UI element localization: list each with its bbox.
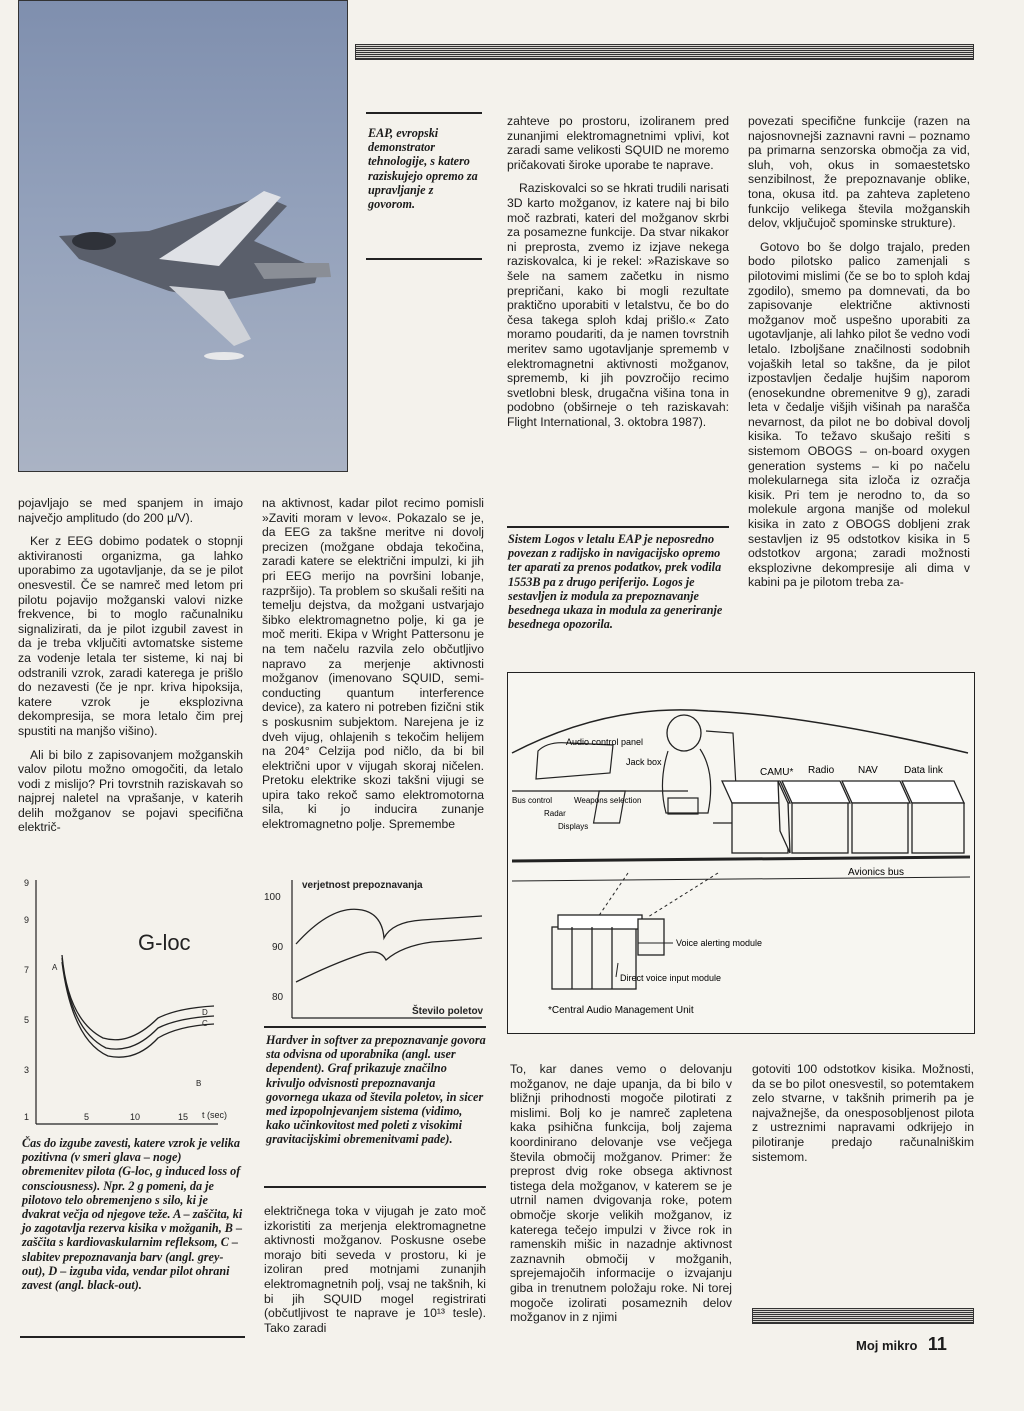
column-3-top: [507, 114, 729, 438]
aircraft-photo: [18, 0, 348, 472]
paragraph: Raziskovalci so se hkrati trudili narisati 3D karto možganov, iz katere naj bi bilo moč razbrati, kateri del možganov skrbi za posamezne funkcije. Da stvar nikakor ni preprosta, zvemo iz izjave nekega raziskovalca, ki je rekel: »Raziskave so šele na samem začetku in nismo prepričani, kako bi mogli rezultate praktično uporabiti v letalstvu, če bo do česa takega sploh kdaj prišlo.« Zato moramo poudariti, da je namen tovrstnih meritev samo ugotavljanje sprememb v elektromagnetni aktivnosti možganov, sprememb, ki jih povzročijo recimo svetlobni blesk, drugačna višina tona in podobno (obširneje o teh raziskavah: Flight International, 3. oktobra 1987).: [507, 181, 729, 429]
y-tick: 9: [24, 915, 30, 925]
x-unit: t (sec): [202, 1110, 228, 1120]
y-tick: 80: [272, 992, 284, 1003]
recog-lower-curve: [296, 938, 482, 982]
recog-caption-rule-bottom: [264, 1186, 486, 1188]
curve-label: C: [202, 1019, 208, 1028]
column-2-bottom: električnega toka v vijugah je zato moč izkoristiti za merjenja elektromagnetne aktivnosti možganov. Poskusne osebe morajo biti seveda v prostoru, ki je izoliran pred motnjami zunanjih elektromagnetnih polj, vsaj ne takšnih, ki bi jih SQUID mogel registrirati (občutljivost te naprave je 10¹³ tesle). Tako zaradi: [264, 1204, 486, 1335]
camu-footnote: *Central Audio Management Unit: [548, 1005, 694, 1016]
audio-control-panel-shape: [536, 743, 613, 779]
pilot-helmet: [667, 715, 701, 751]
gloc-title: G-loc: [138, 930, 191, 955]
nav-label: NAV: [858, 765, 878, 776]
column-2-top: [262, 496, 484, 841]
logos-caption: Sistem Logos v letalu EAP je neposredno povezan z radijsko in navigacijsko opremo ter aparati za prenos podatkov, prek vodila 1553B pa z drugo periferijo. Logos je sestavljen iz modula za prepoznavanje besednega ukaza in modula za generiranje besednega opozorila.: [508, 532, 723, 632]
avionics-bus-label: Avionics bus: [848, 867, 904, 878]
recog-caption-rule-top: [264, 1026, 486, 1028]
y-tick: 3: [24, 1065, 30, 1075]
recognition-chart-svg: [262, 874, 486, 1024]
radar-label: Radar: [544, 809, 566, 818]
y-tick: 90: [272, 942, 284, 953]
jack-box-label: Jack box: [626, 757, 662, 767]
jack-box-shape: [668, 798, 698, 814]
recog-ylabel: [302, 880, 423, 891]
avionics-bus-line: [512, 857, 970, 861]
recognition-chart: [262, 874, 486, 1024]
column-1-top: [18, 496, 243, 844]
voice-input-label: Direct voice input module: [620, 973, 722, 983]
gloc-caption: Čas do izgube zavesti, katere vzrok je velika pozitivna (v smeri glava – noge) obremenitev pilota (G-loc, g induced loss of consciousness). Npr. 2 g pomeni, da je pilotovo telo obremenjeno s silo, ki je dvakrat večja od njegove teže. A – zaščita, ki jo zagotavlja rezerva kisika v možganih, B – zaščita s kardiovaskularnim refleksom, C – slabitev prepoznavanja barv (angl. grey-out), D – izguba vida, vendar pilot ohrani zavest (angl. black-out).: [22, 1136, 243, 1293]
decorative-stripe-top: [355, 44, 974, 60]
x-tick: 15: [178, 1112, 189, 1122]
avionics-units: [722, 781, 964, 853]
camu-label: CAMU*: [760, 767, 794, 778]
page-number: 11: [927, 1334, 947, 1354]
y-tick: 100: [264, 892, 281, 903]
radio-label: Radio: [808, 765, 835, 776]
bus-control-label: Bus control: [512, 796, 553, 805]
voice-alert-label: Voice alerting module: [676, 938, 763, 948]
eap-aircraft-illustration: [19, 1, 347, 471]
column-3-bottom: To, kar danes vemo o delovanju možganov, ne daje upanja, da bi bilo v bližnji prihodnosti mogoče pilotirati z mislimi. Bolj ko je namreč zapletena kaka psihična funkcija, bolj zajema koordinirano delovanje vse večjega števila območij možganov. Primer: že preprost dvig roke obsega aktivnost tistega dela možganov, v katerem se je utrnil namen dvigovanja roke, potem območje skorje velikih možganov, iz katerega tečejo impulzi v živce rok in ramenskih mišic in nazadnje aktivnost zaznavnih območij v možganih, sprejemajočih informacije o izvajanju giba in trenutnem položaju roke. Ni torej mogoče izolirati posameznih delov možganov in z njimi: [510, 1062, 732, 1325]
logos-diagram: [507, 672, 975, 1034]
y-tick: 5: [24, 1015, 30, 1025]
recognition-caption: Hardver in softver za prepoznavanje govora sta odvisna od uporabnika (angl. user dependent). Graf prikazuje značilno krivuljo odvisnosti prepoznavanja govornega ukaza od števila poletov, in sicer med izpopolnjevanjem sistema (vidimo, kako učinkovitost med poleti z visokimi gravitacijskimi obremenitvami pade).: [266, 1033, 486, 1147]
weapons-label: Weapons selection: [574, 796, 642, 805]
caption-rule-bottom: [366, 258, 482, 260]
column-4-top: [748, 114, 970, 599]
diagram-drawing: [508, 673, 974, 1033]
gloc-chart: [18, 870, 246, 1132]
paragraph: Ker z EEG dobimo podatek o stopnji aktiviranosti organizma, ga lahko uporabimo za ugotavljanje, da se je pilot onesvestil. Če se namreč med letom pri pilotu pojavijo možganski valovi nizke frekvence, bi to moglo računalniku signalizirati, da je pilot izgubil zavest in da je treba vključiti avtomatske sisteme za vodenje letala ter sisteme, ki naj bi odstranili vzrok, zaradi katerega je prišlo do nezavesti (če je npr. kriva hipoksija, katere vzrok je eksplozivna dekompresija, se mora letalo čim prej spustiti na manjšo višino).: [18, 534, 243, 738]
paragraph: povezati specifične funkcije (razen na najosnovnejši zaznavni ravni – poznamo pa primarna senzorska območja za vid, sluh, voh, okus in somaestetsko senzibilnost, že prepoznavanje oblike, tona, okusa itd. pa zahteva zapleteno funkcijo velikega števila možganskih delov, vključujoč spominske strukture).: [748, 114, 970, 231]
paragraph: zahteve po prostoru, izoliranem pred zunanjimi elektromagnetnimi vplivi, kot zaradi same velikosti SQUID ne moremo pričakovati široke uporabe te naprave.: [507, 114, 729, 172]
x-tick: 10: [130, 1112, 141, 1122]
paragraph: Ali bi bilo z zapisovanjem možganskih valov pilotu možno omogočiti, da letalo vodi z mislijo? Pri tovrstnih raziskavah so najprej naletel na vprašanje, v katerih delih možganov se pojavi specifična električ-: [18, 747, 243, 835]
audio-panel-label: Audio control panel: [566, 737, 644, 747]
magazine-name: Moj mikro: [856, 1338, 918, 1353]
gloc-caption-rule: [20, 1336, 245, 1338]
paragraph: Gotovo bo še dolgo trajalo, preden bodo pilotsko palico zamenjali s pilotovimi mislimi (če se bo to sploh kdaj zgodilo), smemo pa domnevati, da bo zapisovanje električne aktivnosti možganov moč uspešno uporabiti za ugotavljanje, ali lahko pilot še vedno vodi letalo. Izboljšane značilnosti sodobnih vojaških letal so takšne, da je pilot izpostavljen čedalje hujšim naporom (enosekundne obremenitve 9 g), zaradi leta v čedalje višjih višinah pa narašča nevarnost, da pilot ne bo dobival dovolj kisika. To težavo skušajo rešiti s sistemom OBOGS – on-board oxygen generation systems – ki po načelu molekularnega sita izloča iz ozračja kisik. Pri tem je nerodno to, da so molekule argona manjše od molekul kisika in zato z OBOGS dobljeni zrak sestavljen iz 95 odstotkov kisika in 5 odstotkov argona; zaradi možnosti eksplozivne dekompresije ali dima v kabini pa je pilotom treba za-: [748, 239, 970, 590]
data-link-label: Data link: [904, 765, 943, 776]
pilot-body: [662, 749, 710, 813]
x-tick: 5: [84, 1112, 90, 1122]
displays-label: Displays: [558, 822, 589, 831]
paragraph: na aktivnost, kadar pilot recimo pomisli »Zaviti moram v levo«. Pokazalo se je, da EEG za takšne meritve ni dovolj precizen (možgane obdaja tekočina, zaradi katere se električni impulzi, ki jih pri EEG merijo na površini lobanje, razpršijo). Ta problem so skušali rešiti na temelju dejstva, da možgani ustvarjajo šibko elektromagnetno polje, ki ga je moč meriti. Ekipa v Wright Pattersonu je na tem načelu razvila zelo občutljivo napravo za merjenje aktivnosti možganov (imenovano SQUID, semi-conducting quantum interference device), za katero ni potreben fizični stik s poskusnim subjektom. Narejena je iz dveh vijug, ohlajenih s tekočim helijem na 204° Celzija pod ničlo, da bi bil električni upor v vijugah skoraj ničelen. Pretoku elektrike skozi takšni vijugi se upira tako rekoč samo elektromotorna sila, ki jo inducira zunanje elektromagnetno polje. Spremembe: [262, 496, 484, 832]
column-4-bottom: gotoviti 100 odstotkov kisika. Možnosti, da se bo pilot onesvestil, so potemtakem zelo stvarne, v takšnih primerih pa je najvažnejše, da onesposobljenost pilota z ustreznimi napravami odkrijejo in pilotiranje predajo računalniškim sistemom.: [752, 1062, 974, 1164]
recog-xlabel: Število poletov: [412, 1006, 484, 1017]
y-tick: 1: [24, 1112, 30, 1122]
paragraph: pojavljajo se med spanjem in imajo največjo amplitudo (do 200 µ/V).: [18, 496, 243, 525]
page-footer: [856, 1334, 980, 1364]
recog-upper-curve: [296, 909, 482, 944]
y-tick: 7: [24, 965, 30, 975]
decorative-stripe-bottom: [752, 1308, 974, 1324]
caption-rule-top: [366, 112, 482, 114]
logos-caption-rule-top: [507, 526, 729, 528]
curve-label: B: [196, 1079, 202, 1088]
recog-ylabel-text: verjetnost prepoznavanja: [302, 880, 423, 891]
y-tick: 9: [24, 878, 30, 888]
photo-caption: EAP, evropski demonstrator tehnologije, s katero raziskujejo opremo za upravljanje z govorom.: [368, 126, 478, 212]
curve-label: D: [202, 1008, 208, 1017]
curve-label: A: [52, 963, 58, 972]
gloc-chart-svg: [18, 870, 246, 1132]
